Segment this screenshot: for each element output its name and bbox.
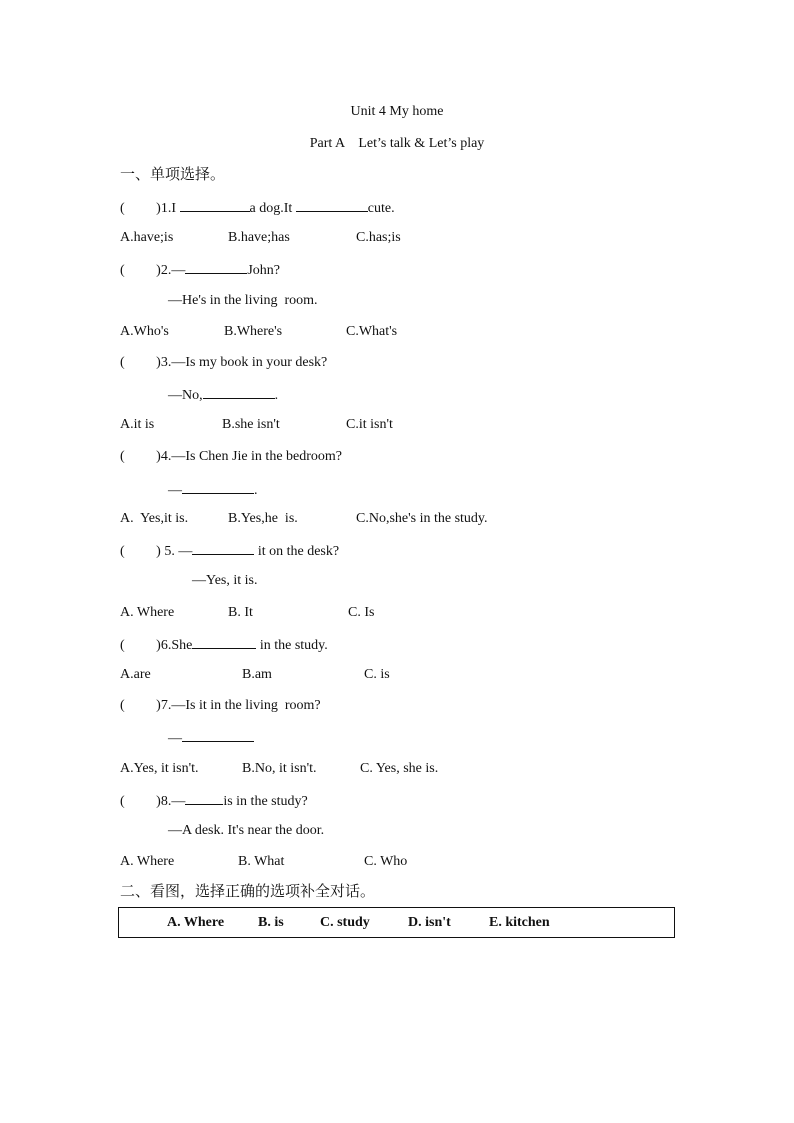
answer-paren: ( )	[120, 449, 161, 464]
answer-blank	[180, 198, 250, 212]
answer-blank	[182, 728, 254, 742]
q7-option-a: A.Yes, it isn't.	[120, 761, 199, 776]
answer-paren: ( )	[120, 355, 161, 370]
q7-option-b: B.No, it isn't.	[242, 761, 317, 776]
question-3: ( )3.—Is my book in your desk?	[120, 355, 328, 370]
answer-paren: ( )	[120, 638, 161, 653]
q4-option-b: B.Yes,he is.	[228, 511, 298, 526]
question-5: ( ) 5. — it on the desk?	[120, 541, 339, 561]
q6-option-c: C. is	[364, 667, 390, 682]
q2-option-c: C.What's	[346, 324, 398, 339]
q8-option-c: C. Who	[364, 854, 408, 869]
answer-blank	[203, 385, 275, 399]
q5-option-a: A. Where	[120, 605, 175, 620]
q8-option-a: A. Where	[120, 854, 175, 869]
q7-reply: —	[168, 728, 254, 748]
q4-option-c: C.No,she's in the study.	[356, 511, 488, 526]
answer-paren: ( )	[120, 201, 161, 216]
word-bank-item: A. Where	[167, 915, 225, 930]
question-7: ( )7.—Is it in the living room?	[120, 698, 321, 713]
q7-option-c: C. Yes, she is.	[360, 761, 439, 776]
answer-blank	[182, 480, 254, 494]
page-title: Unit 4 My home	[350, 104, 444, 119]
q8-reply: —A desk. It's near the door.	[168, 823, 325, 838]
q3-reply: —No, .	[168, 385, 278, 405]
answer-paren: ( )	[120, 263, 161, 278]
q5-option-b: B. It	[228, 605, 253, 620]
answer-blank	[185, 791, 223, 805]
answer-paren: ( )	[120, 544, 161, 559]
q2-reply: —He's in the living room.	[168, 293, 318, 308]
question-6: ( )6.She in the study.	[120, 635, 328, 655]
section-1-heading: 一、单项选择。	[120, 165, 226, 183]
q4-reply: — .	[168, 480, 258, 500]
q1-option-a: A.have;is	[120, 230, 174, 245]
q3-option-c: C.it isn't	[346, 417, 393, 432]
q2-option-b: B.Where's	[224, 324, 283, 339]
page-subtitle: Part A Let’s talk & Let’s play	[309, 136, 485, 151]
q1-option-c: C.has;is	[356, 230, 401, 245]
q6-option-b: B.am	[242, 667, 272, 682]
question-4: ( )4.—Is Chen Jie in the bedroom?	[120, 449, 343, 464]
q1-option-b: B.have;has	[228, 230, 290, 245]
word-bank-item: E. kitchen	[489, 915, 550, 930]
word-bank-box	[118, 907, 675, 938]
answer-blank	[296, 198, 368, 212]
answer-paren: ( )	[120, 794, 161, 809]
question-2: ( )2.— John?	[120, 260, 280, 280]
q3-option-a: A.it is	[120, 417, 155, 432]
q6-option-a: A.are	[120, 667, 151, 682]
q2-option-a: A.Who's	[120, 324, 169, 339]
q5-option-c: C. Is	[348, 605, 375, 620]
answer-blank	[192, 541, 254, 555]
q8-option-b: B. What	[238, 854, 285, 869]
question-8: ( )8.— is in the study?	[120, 791, 308, 811]
word-bank-item: B. is	[258, 915, 284, 930]
q5-reply: —Yes, it is.	[192, 573, 258, 588]
answer-paren: ( )	[120, 698, 161, 713]
q3-option-b: B.she isn't	[222, 417, 280, 432]
answer-blank	[192, 635, 256, 649]
q4-option-a: A. Yes,it is.	[120, 511, 189, 526]
word-bank-item: C. study	[320, 915, 370, 930]
question-1: ( )1.I a dog.It cute.	[120, 198, 395, 218]
section-2-heading: 二、看图，选择正确的选项补全对话。	[120, 882, 376, 900]
word-bank-item: D. isn't	[408, 915, 451, 930]
answer-blank	[185, 260, 247, 274]
